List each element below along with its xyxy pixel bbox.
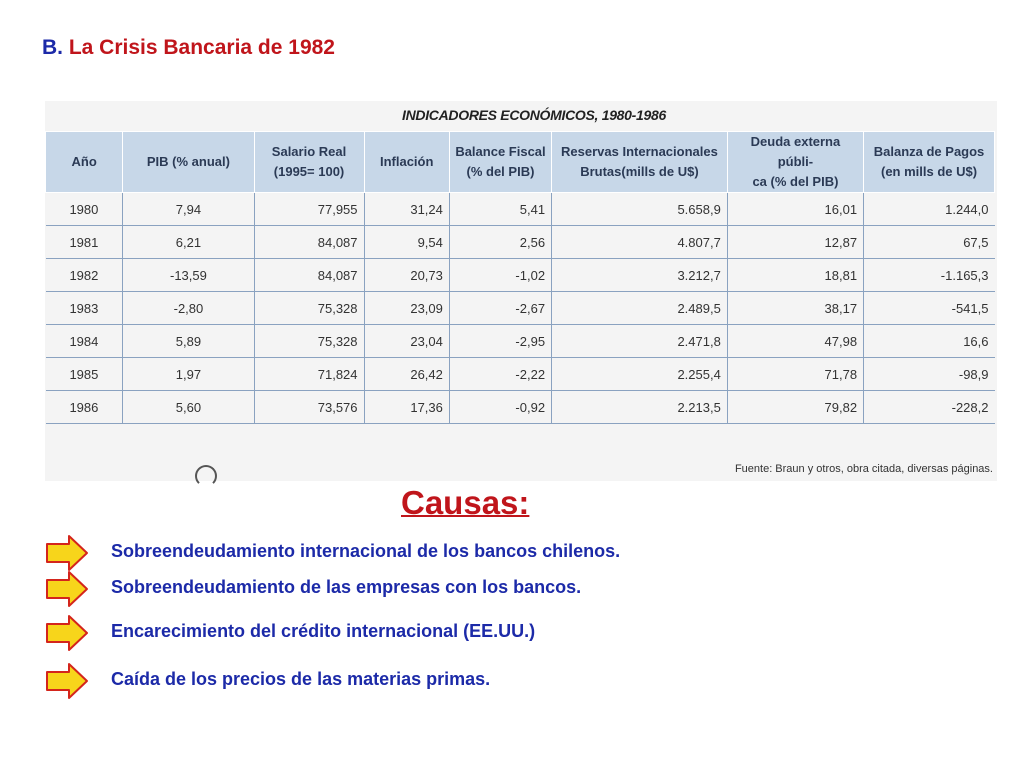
table-cell: -2,95 <box>449 325 551 358</box>
table-cell: 5,89 <box>123 325 254 358</box>
table-cell: 23,09 <box>364 292 449 325</box>
table-cell: 2.489,5 <box>552 292 728 325</box>
table-header-line: Inflación <box>379 154 434 169</box>
table-header-cell <box>727 132 863 193</box>
heading-text: La Crisis Bancaria de 1982 <box>63 36 335 59</box>
cause-text: Encarecimiento del crédito internacional (EE.UU.) <box>111 621 536 641</box>
table-cell: -541,5 <box>864 292 995 325</box>
table-cell: -0,92 <box>449 391 551 424</box>
table-cell: 26,42 <box>364 358 449 391</box>
table-cell: 75,328 <box>254 292 364 325</box>
table-header-cell <box>46 132 123 193</box>
table-cell: 77,955 <box>254 193 364 226</box>
table-row <box>46 259 995 292</box>
table-cell: 6,21 <box>123 226 254 259</box>
table-cell: 3.212,7 <box>552 259 728 292</box>
cause-text: Sobreendeudamiento de las empresas con los bancos. <box>111 577 582 597</box>
table-header-line: (en mills de U$) <box>880 164 978 179</box>
table-cell: 1.244,0 <box>864 193 995 226</box>
table-cell: 79,82 <box>727 391 863 424</box>
table-cell: 1981 <box>46 226 123 259</box>
causas-title: Causas: <box>401 484 530 521</box>
table-cell: 47,98 <box>727 325 863 358</box>
heading-letter: B. <box>42 36 63 59</box>
table-cell: 5,41 <box>449 193 551 226</box>
table-cell: 71,78 <box>727 358 863 391</box>
table-cell: 2.255,4 <box>552 358 728 391</box>
table-source: Fuente: Braun y otros, obra citada, diversas páginas. <box>734 463 993 475</box>
table-cell: 5.658,9 <box>552 193 728 226</box>
table-header-cell <box>254 132 364 193</box>
table-header-line: Reservas Internacionales <box>561 144 718 159</box>
table-cell: -2,22 <box>449 358 551 391</box>
table-cell: -13,59 <box>123 259 254 292</box>
table-cell: 12,87 <box>727 226 863 259</box>
cause-item <box>45 533 845 573</box>
table-body <box>46 193 995 424</box>
table-header-line: (1995= 100) <box>273 164 345 179</box>
table-row <box>46 292 995 325</box>
table-cell: -1,02 <box>449 259 551 292</box>
table-header-cell <box>864 132 995 193</box>
table-row <box>46 193 995 226</box>
table-row <box>46 226 995 259</box>
table-cell: 38,17 <box>727 292 863 325</box>
table-cell: 1983 <box>46 292 123 325</box>
arrow-right-icon <box>45 661 89 701</box>
table-cell: 2.213,5 <box>552 391 728 424</box>
indicators-table <box>45 131 995 424</box>
table-header-cell <box>552 132 728 193</box>
table-cell: 1980 <box>46 193 123 226</box>
table-cell: 16,6 <box>864 325 995 358</box>
table-cell: 1985 <box>46 358 123 391</box>
table-row <box>46 358 995 391</box>
table-header-cell <box>364 132 449 193</box>
table-header-line: Balance Fiscal <box>455 144 546 159</box>
indicators-table-image <box>45 101 997 481</box>
table-cell: 2,56 <box>449 226 551 259</box>
table-cell: 75,328 <box>254 325 364 358</box>
table-row <box>46 325 995 358</box>
table-header-cell <box>123 132 254 193</box>
table-cell: 1982 <box>46 259 123 292</box>
slide-heading <box>42 36 335 60</box>
table-header-row <box>46 132 995 193</box>
cause-item <box>45 661 845 701</box>
table-cell: 84,087 <box>254 259 364 292</box>
table-header-line: Deuda externa públi- <box>750 134 841 169</box>
table-cell: 5,60 <box>123 391 254 424</box>
table-cell: 1,97 <box>123 358 254 391</box>
table-cell: 84,087 <box>254 226 364 259</box>
table-header-cell <box>449 132 551 193</box>
cause-text: Caída de los precios de las materias primas. <box>111 669 491 689</box>
table-header-line: (% del PIB) <box>466 164 535 179</box>
table-cell: 9,54 <box>364 226 449 259</box>
table-header-line: Año <box>71 154 97 169</box>
cause-text: Sobreendeudamiento internacional de los bancos chilenos. <box>111 541 621 561</box>
table-cell: 7,94 <box>123 193 254 226</box>
table-cell: 2.471,8 <box>552 325 728 358</box>
cause-item <box>45 613 845 653</box>
cause-item <box>45 569 845 609</box>
table-cell: 18,81 <box>727 259 863 292</box>
table-cell: 73,576 <box>254 391 364 424</box>
table-cell: 71,824 <box>254 358 364 391</box>
table-cell: 16,01 <box>727 193 863 226</box>
arrow-right-icon <box>45 569 89 609</box>
arrow-right-icon <box>45 613 89 653</box>
table-header-line: PIB (% anual) <box>146 154 230 169</box>
table-cell: 20,73 <box>364 259 449 292</box>
table-header-line: Balanza de Pagos <box>873 144 985 159</box>
table-cell: -228,2 <box>864 391 995 424</box>
table-cell: -1.165,3 <box>864 259 995 292</box>
table-cell: 17,36 <box>364 391 449 424</box>
circle-mark-icon <box>195 465 217 487</box>
table-header-line: Salario Real <box>271 144 347 159</box>
table-cell: -98,9 <box>864 358 995 391</box>
table-header-line: ca (% del PIB) <box>752 174 839 189</box>
table-cell: 1984 <box>46 325 123 358</box>
arrow-right-icon <box>45 533 89 573</box>
table-row <box>46 391 995 424</box>
table-cell: -2,80 <box>123 292 254 325</box>
table-header-line: Brutas(mills de U$) <box>580 164 699 179</box>
table-title: INDICADORES ECONÓMICOS, 1980-1986 <box>402 107 666 123</box>
table-cell: 23,04 <box>364 325 449 358</box>
table-cell: 1986 <box>46 391 123 424</box>
table-cell: 67,5 <box>864 226 995 259</box>
table-cell: 31,24 <box>364 193 449 226</box>
table-cell: -2,67 <box>449 292 551 325</box>
table-cell: 4.807,7 <box>552 226 728 259</box>
